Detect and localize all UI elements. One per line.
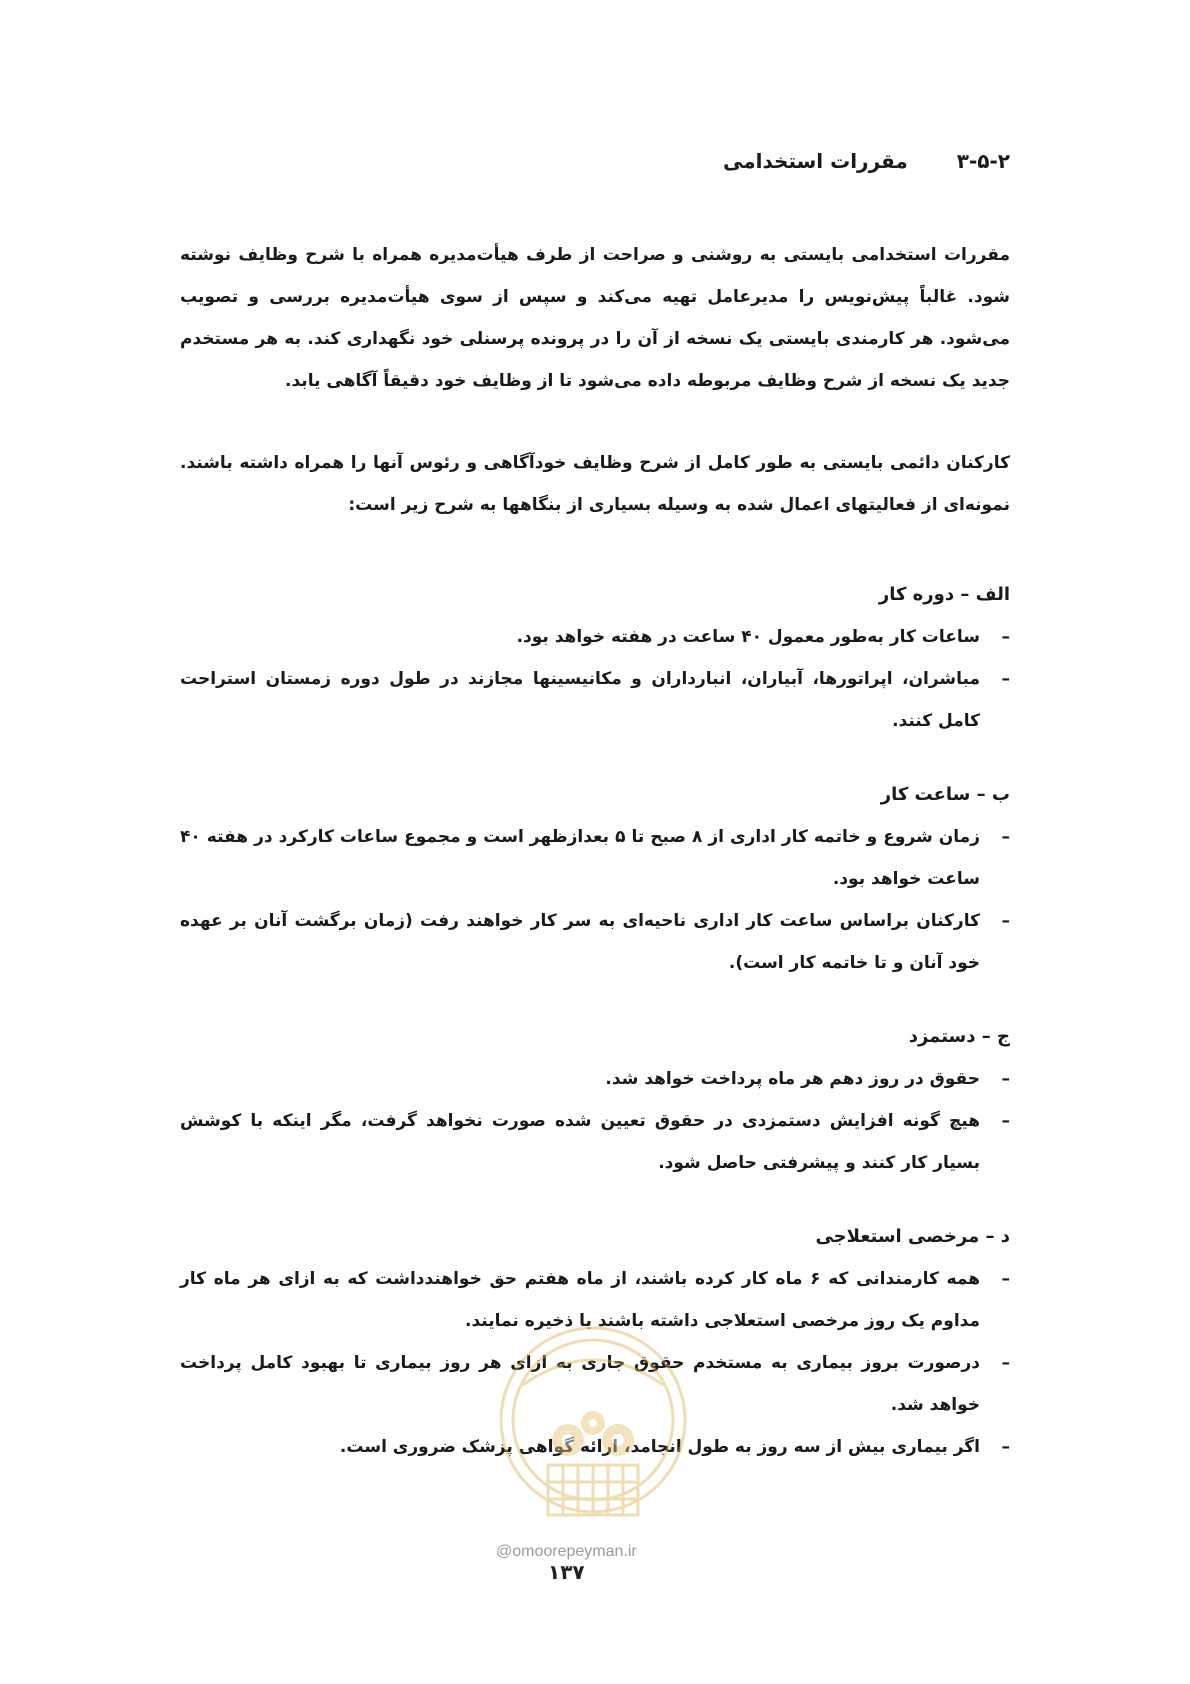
list-item: – همه کارمندانی که ۶ ماه کار کرده باشند، از ماه هفتم حق خواهندداشت که به ازای هر ماه کار مداوم یک روز مرخصی استعلاجی داشته باشند یا ذخیره نمایند. xyxy=(180,1258,1010,1342)
bullet-list xyxy=(180,1258,1010,1468)
section-title: ب – ساعت کار xyxy=(880,784,1010,805)
watermark-site-text: @omoorepeyman.ir xyxy=(496,1543,637,1560)
bullet-list xyxy=(180,1058,1010,1184)
heading-title: مقررات استخدامی xyxy=(723,149,908,173)
section-sick-leave xyxy=(180,1216,1010,1468)
section-title: ج – دستمزد xyxy=(908,1026,1010,1047)
section-heading xyxy=(180,140,1010,182)
page-content xyxy=(180,140,1010,1500)
bullet-list xyxy=(180,616,1010,742)
list-item: – مباشران، اپراتورها، آبیاران، انبارداران و مکانیسینها مجازند در طول دوره زمستان استراحت کامل کنند. xyxy=(180,658,1010,742)
list-item: – هیچ گونه افزایش دستمزدی در حقوق تعیین شده صورت نخواهد گرفت، مگر اینکه با کوشش بسیار کار کنند و پیشرفتی حاصل شود. xyxy=(180,1100,1010,1184)
section-title: د – مرخصی استعلاجی xyxy=(815,1226,1010,1247)
paragraph-2: کارکنان دائمی بایستی به طور کامل از شرح وظایف خودآگاهی و رئوس آنها را همراه داشته باشند. نمونه‌ای از فعالیتهای اعمال شده به وسیله بسیاری از بنگاهها به شرح زیر است: xyxy=(180,453,1010,515)
section-work-hours xyxy=(180,774,1010,984)
paragraph-1: مقررات استخدامی بایستی به روشنی و صراحت از طرف هیأت‌مدیره همراه با شرح وظایف نوشته شود. غالباً پیش‌نویس را مدیرعامل تهیه می‌کند و سپس از سوی هیأت‌مدیره بررسی و تصویب می‌شود. هر کارمندی بایستی یک نسخه از آن را در پرونده پرسنلی خود نگهداری کند. به هر مستخدم جدید یک نسخه از شرح وظایف مربوطه داده می‌شود تا از وظایف خود دقیقاً آگاهی یابد. xyxy=(180,245,1010,391)
list-item: – زمان شروع و خاتمه کار اداری از ۸ صبح تا ۵ بعدازظهر است و مجموع ساعات کارکرد در هفته ۴۰ ساعت خواهد بود. xyxy=(180,816,1010,900)
list-item: – اگر بیماری بیش از سه روز به طول انجامد، ارائه گواهی پزشک ضروری است. xyxy=(180,1426,1010,1468)
list-item: – حقوق در روز دهم هر ماه پرداخت خواهد شد. xyxy=(180,1058,1010,1100)
section-work-period xyxy=(180,574,1010,742)
list-item: – ساعات کار به‌طور معمول ۴۰ ساعت در هفته خواهد بود. xyxy=(180,616,1010,658)
heading-number: ۳-۵-۲ xyxy=(956,149,1010,173)
page-number: ۱۳۷ xyxy=(548,1560,585,1584)
section-wages xyxy=(180,1016,1010,1184)
section-title: الف – دوره کار xyxy=(878,584,1010,605)
list-item: – درصورت بروز بیماری به مستخدم حقوق جاری به ازای هر روز بیماری تا بهبود کامل پرداخت خواهد شد. xyxy=(180,1342,1010,1426)
bullet-list xyxy=(180,816,1010,984)
list-item: – کارکنان براساس ساعت کار اداری ناحیه‌ای به سر کار خواهند رفت (زمان برگشت آنان بر عهده خود آنان و تا خاتمه کار است). xyxy=(180,900,1010,984)
